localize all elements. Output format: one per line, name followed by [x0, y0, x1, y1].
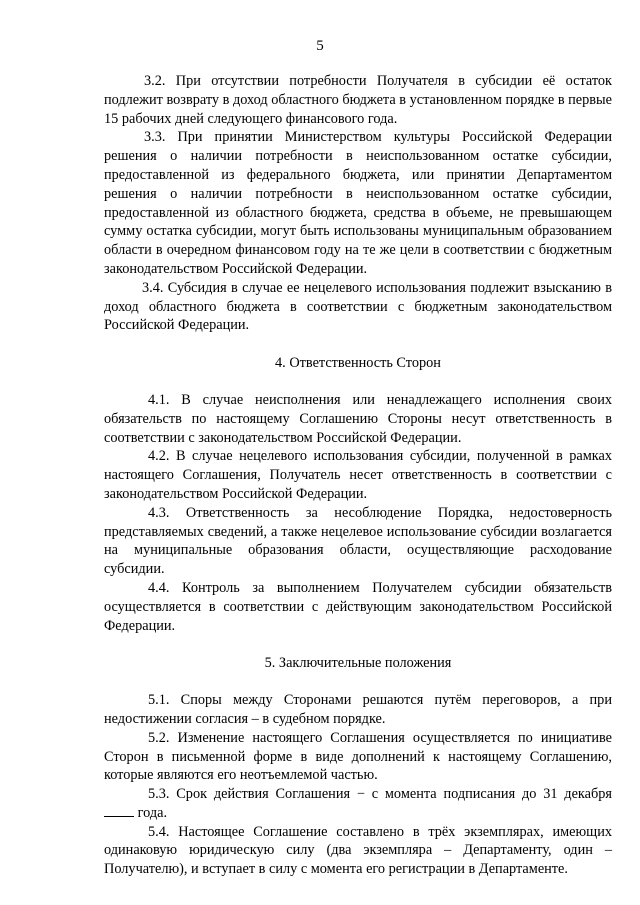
- clause-4-1: 4.1. В случае неисполнения или ненадлежащего исполнения своих обязательств по настоящему Соглашению Стороны несут ответственность в соответствии с законодательством Российской Федерации.: [104, 391, 612, 446]
- clause-3-4: 3.4. Субсидия в случае ее нецелевого использования подлежит взысканию в доход областного бюджета в соответствии с бюджетным законодательством Российской Федерации.: [104, 279, 612, 334]
- clause-3-2: 3.2. При отсутствии потребности Получателя в субсидии её остаток подлежит возврату в доход областного бюджета в установленном порядке в первые 15 рабочих дней следующего финансового года.: [104, 73, 612, 127]
- clause-5-3-text: 5.3. Срок действия Соглашения − с момента подписания до 31 декабря: [148, 786, 612, 803]
- clause-5-1: 5.1. Споры между Сторонами решаются путём переговоров, а при недостижении согласия – в судебном порядке.: [104, 692, 612, 727]
- year-blank-field: [104, 804, 134, 817]
- clause-5-2: 5.2. Изменение настоящего Соглашения осуществляется по инициативе Сторон в письменной форме в виде дополнений к настоящему Соглашению, которые являются его неотъемлемой частью.: [104, 729, 612, 784]
- page-number: 5: [316, 38, 324, 54]
- section-5-heading: 5. Заключительные положения: [264, 655, 452, 672]
- clause-4-3: 4.3. Ответственность за несоблюдение Порядка, недостоверность представляемых сведений, а также нецелевое использование субсидии возлагается на муниципальные образования области, осуществляющие расходование субсидии.: [104, 504, 612, 578]
- clause-5-4: 5.4. Настоящее Соглашение составлено в трёх экземплярах, имеющих одинаковую юридическую силу (два экземпляра – Департаменту, один – Получателю), и вступает в силу с момента его регистрации в Департаменте.: [104, 823, 612, 878]
- document-body: [104, 72, 612, 879]
- clause-5-3-suffix: года.: [134, 804, 168, 821]
- clause-3-3: 3.3. При принятии Министерством культуры Российской Федерации решения о наличии потребности в неиспользованном остатке субсидии, предоставленной из федерального бюджета, или принятии Департаментом решения о наличии потребности в неиспользованном остатке субсидии, предоставленной из областного бюджета, средства в объеме, не превышающем сумму остатка субсидии, могут быть использованы муниципальным образованием области в очередном финансовом году на те же цели в соответствии с бюджетным законодательством Российской Федерации.: [104, 129, 612, 277]
- clause-5-3: [104, 785, 612, 823]
- clause-4-4: 4.4. Контроль за выполнением Получателем субсидии обязательств осуществляется в соответствии с действующим законодательством Российской Федерации.: [104, 579, 612, 634]
- section-4-heading: 4. Ответственность Сторон: [275, 355, 441, 372]
- clause-4-2: 4.2. В случае нецелевого использования субсидии, полученной в рамках настоящего Соглашения, Получатель несет ответственность в соответствии с законодательством Российской Федерации.: [104, 448, 612, 502]
